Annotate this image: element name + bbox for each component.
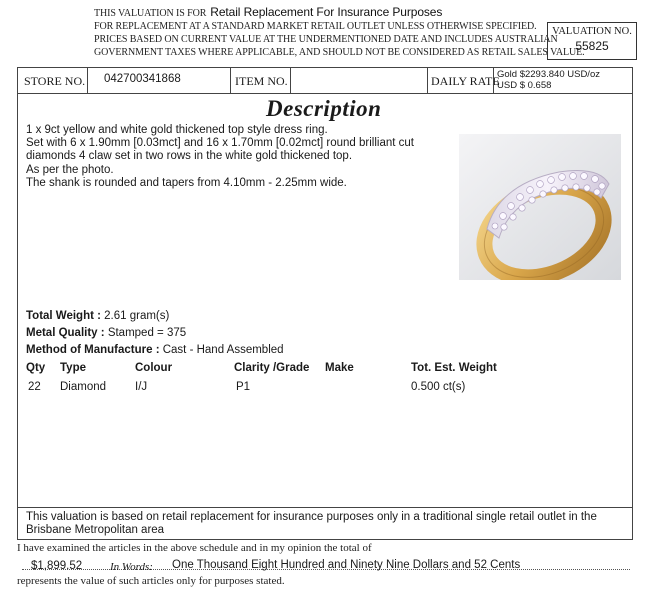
cell-type: Diamond: [60, 381, 107, 393]
description-title: Description: [266, 96, 382, 121]
col-header-make: Make: [325, 362, 354, 374]
col-header-colour: Colour: [135, 362, 173, 374]
col-header-clarity: Clarity /Grade: [234, 362, 310, 374]
col-header-type: Type: [60, 362, 86, 374]
total-weight: [26, 310, 169, 322]
description-line: As per the photo.: [26, 163, 114, 176]
total-weight-label: Total Weight :: [26, 310, 101, 322]
metal-quality-label: Metal Quality :: [26, 327, 105, 339]
usd-rate: USD $ 0.658: [497, 80, 552, 91]
valuation-purpose: Retail Replacement For Insurance Purposes: [210, 5, 443, 19]
total-weight-value: 2.61 gram(s): [104, 310, 170, 322]
cell-weight: 0.500 ct(s): [411, 381, 466, 393]
valuation-frame: [17, 67, 633, 540]
description-line: Set with 6 x 1.90mm [0.03mct] and 16 x 1.70mm [0.02mct] round brilliant cut: [26, 137, 414, 150]
daily-rate-values: [497, 69, 600, 91]
item-no-label: ITEM NO.: [235, 74, 288, 88]
description-line: diamonds 4 claw set in two rows in the white gold thickened top.: [26, 150, 353, 163]
header-line-2: FOR REPLACEMENT AT A STANDARD MARKET RETAIL OUTLET UNLESS OTHERWISE SPECIFIED.: [94, 21, 537, 32]
cell-qty: 22: [28, 381, 41, 393]
store-no-label: STORE NO.: [24, 74, 86, 88]
footnote-text: This valuation is based on retail replacement for insurance purposes only in a traditional single retail outlet in the Brisbane Metropolitan area: [26, 511, 597, 536]
metal-quality: [26, 327, 186, 339]
statement-line-1: I have examined the articles in the above schedule and in my opinion the total of: [17, 542, 372, 554]
cell-clarity: P1: [236, 381, 251, 393]
amount-in-words: One Thousand Eight Hundred and Ninety Nine Dollars and 52 Cents: [172, 559, 521, 571]
total-amount: $1,899.52: [31, 560, 83, 572]
valuation-number-box: [547, 22, 637, 60]
metal-quality-value: Stamped = 375: [107, 327, 187, 339]
description-line: The shank is rounded and tapers from 4.10mm - 2.25mm wide.: [26, 176, 347, 189]
valuation-purpose-prefix: THIS VALUATION IS FOR: [94, 8, 207, 19]
header-line-4: GOVERNMENT TAXES WHERE APPLICABLE, AND SHOULD NOT BE CONSIDERED AS RETAIL SALES VALUE.: [94, 47, 585, 58]
method-of-manufacture: [26, 344, 284, 356]
daily-rate-label: DAILY RATE: [431, 74, 500, 88]
store-no-value: 042700341868: [104, 73, 181, 85]
in-words-label: In Words:: [110, 561, 153, 573]
description-text: [26, 124, 456, 190]
col-header-qty: Qty: [26, 362, 46, 374]
gold-rate: Gold $2293.840 USD/oz: [497, 69, 600, 80]
header-line-3: PRICES BASED ON CURRENT VALUE AT THE UNDERMENTIONED DATE AND INCLUDES AUSTRALIAN: [94, 34, 558, 45]
header-line-1: [94, 5, 442, 19]
description-line: 1 x 9ct yellow and white gold thickened top style dress ring.: [26, 124, 328, 136]
method-label: Method of Manufacture :: [26, 344, 160, 356]
ring-photo: [459, 134, 621, 280]
valuation-number: 55825: [575, 39, 609, 53]
method-value: Cast - Hand Assembled: [162, 344, 284, 356]
statement-line-3: represents the value of such articles only for purposes stated.: [17, 575, 285, 587]
valuation-number-label: VALUATION NO.: [552, 26, 632, 37]
col-header-weight: Tot. Est. Weight: [411, 362, 497, 374]
cell-colour: I/J: [135, 381, 148, 393]
info-row: [18, 68, 632, 94]
footnote-box: [18, 507, 632, 540]
